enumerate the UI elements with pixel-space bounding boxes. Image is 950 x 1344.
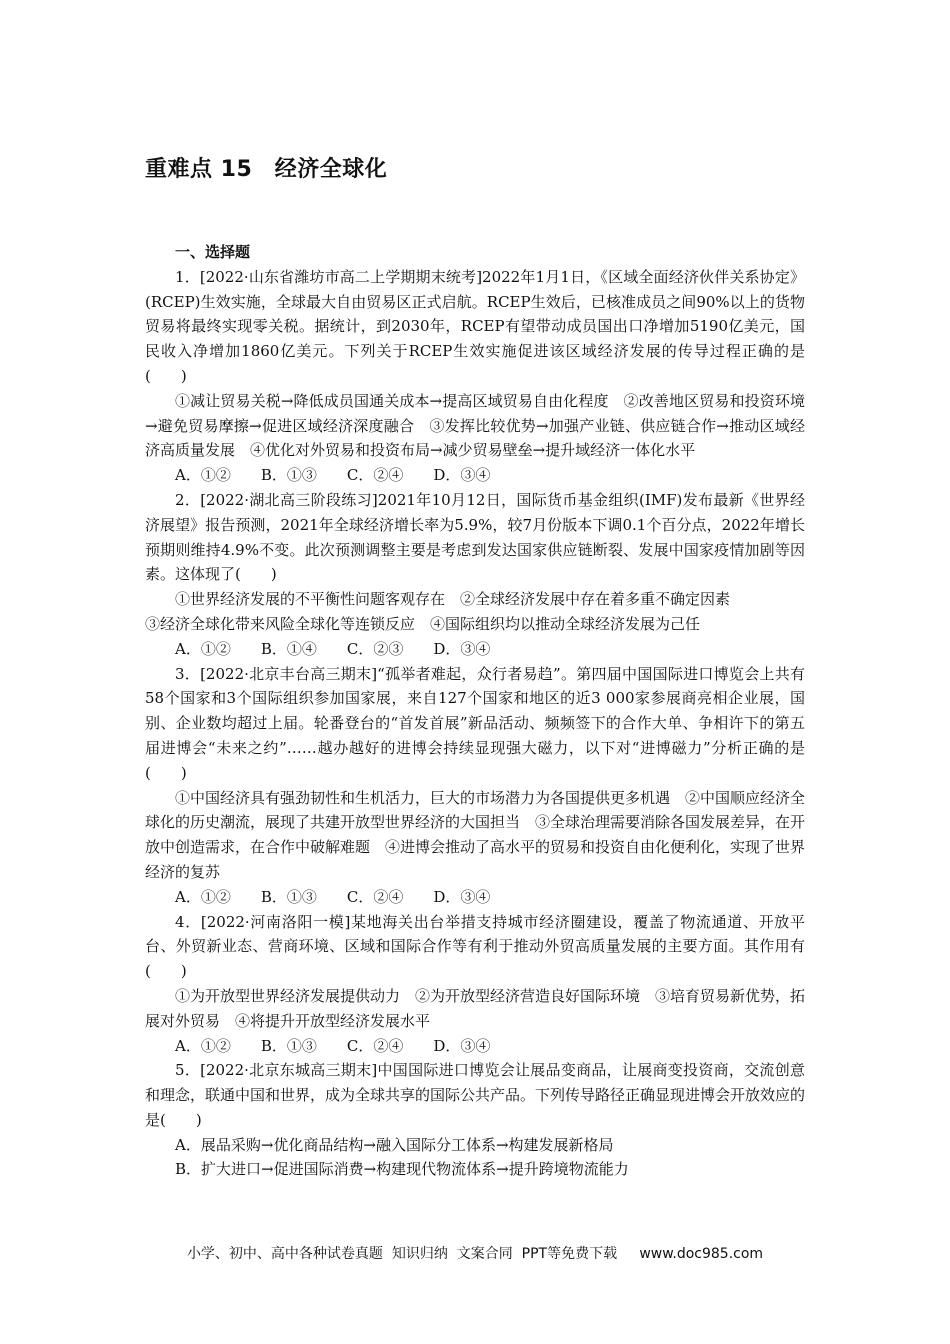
question-list xyxy=(145,240,805,1182)
question-5-option-a: A．展品采购→优化商品结构→融入国际分工体系→构建发展新格局 xyxy=(175,1135,614,1154)
question-2-items-continued: ③经济全球化带来风险全球化等连锁反应 ④国际组织均以推动全球经济发展为己任 xyxy=(145,614,701,633)
question-5-option-b: B．扩大进口→促进国际消费→构建现代物流体系→提升跨境物流能力 xyxy=(175,1160,629,1179)
section-heading: 一、选择题 xyxy=(175,243,251,261)
question-2-stem: 2．[2022·湖北高三阶段练习]2021年10月12日，国际货币基金组织(IMF)发布最新《世界经济展望》报告预测，2021年全球经济增长率为5.9%，较7月份版本下调0.1个百分点，2022年增长预期则维持4.9%不变。此次预测调整主要是考虑到发达国家供应链断裂、发展中国家疫情加剧等因素。这体现了( ) xyxy=(145,490,805,584)
question-3-options: A．①② B．①③ C．②④ D．③④ xyxy=(175,887,491,906)
question-4-stem: 4．[2022·河南洛阳一模]某地海关出台举措支持城市经济圈建设，覆盖了物流通道、开放平台、外贸新业态、营商环境、区域和国际合作等有利于推动外贸高质量发展的主要方面。其作用有( ) xyxy=(145,912,805,981)
footer-banner: 小学、初中、高中各种试卷真题 知识归纳 文案合同 PPT等免费下载 www.doc985.com xyxy=(186,1246,764,1262)
question-2-items: ①世界经济发展的不平衡性问题客观存在 ②全球经济发展中存在着多重不确定因素 xyxy=(175,590,731,609)
page-title: 重难点 15 经济全球化 xyxy=(145,157,388,182)
question-2-options: A．①② B．①④ C．②③ D．③④ xyxy=(175,639,491,658)
question-1-options: A．①② B．①③ C．②④ D．③④ xyxy=(175,466,491,485)
question-4-items: ①为开放型世界经济发展提供动力 ②为开放型经济营造良好国际环境 ③培育贸易新优势，拓展对外贸易 ④将提升开放型经济发展水平 xyxy=(145,986,806,1030)
question-5-stem: 5．[2022·北京东城高三期末]中国国际进口博览会让展品变商品，让展商变投资商，交流创意和理念，联通中国和世界，成为全球共享的国际公共产品。下列传导路径正确显现进博会开放效应的是( ) xyxy=(145,1061,806,1129)
question-4-options: A．①② B．①③ C．②④ D．③④ xyxy=(175,1036,491,1055)
question-3-items: ①中国经济具有强劲韧性和生机活力，巨大的市场潜力为各国提供更多机遇 ②中国顺应经济全球化的历史潮流，展现了共建开放型世界经济的大国担当 ③全球治理需要消除各国发展差异，在开放中创造需求，在合作中破解难题 ④进博会推动了高水平的贸易和投资自由化便利化，实现了世界经济的复苏 xyxy=(145,788,806,881)
question-3-stem: 3．[2022·北京丰台高三期末]“孤举者难起，众行者易趋”。第四届中国国际进口博览会上共有58个国家和3个国际组织参加国家展，来自127个国家和地区的近3 000家参展商亮相企业展，国别、企业数均超过上届。轮番登台的“首发首展”新品活动、频频签下的合作大单、争相许下的第五届进博会“未来之约”……越办越好的进博会持续显现强大磁力，以下对“进博磁力”分析正确的是( ) xyxy=(145,664,805,782)
question-1-stem: 1．[2022·山东省潍坊市高二上学期期末统考]2022年1月1日，《区域全面经济伙伴关系协定》(RCEP)生效实施，全球最大自由贸易区正式启航。RCEP生效后，已核准成员之间90%以上的货物贸易将最终实现零关税。据统计，到2030年，RCEP有望带动成员国出口净增加5190亿美元，国民收入净增加1860亿美元。下列关于RCEP生效实施促进该区域经济发展的传导过程正确的是( ) xyxy=(145,267,805,385)
question-1-items: ①减让贸易关税→降低成员国通关成本→提高区域贸易自由化程度 ②改善地区贸易和投资环境→避免贸易摩擦→促进区域经济深度融合 ③发挥比较优势→加强产业链、供应链合作→推动区域经济高质量发展 ④优化对外贸易和投资布局→减少贸易壁垒→提升域经济一体化水平 xyxy=(145,391,805,460)
